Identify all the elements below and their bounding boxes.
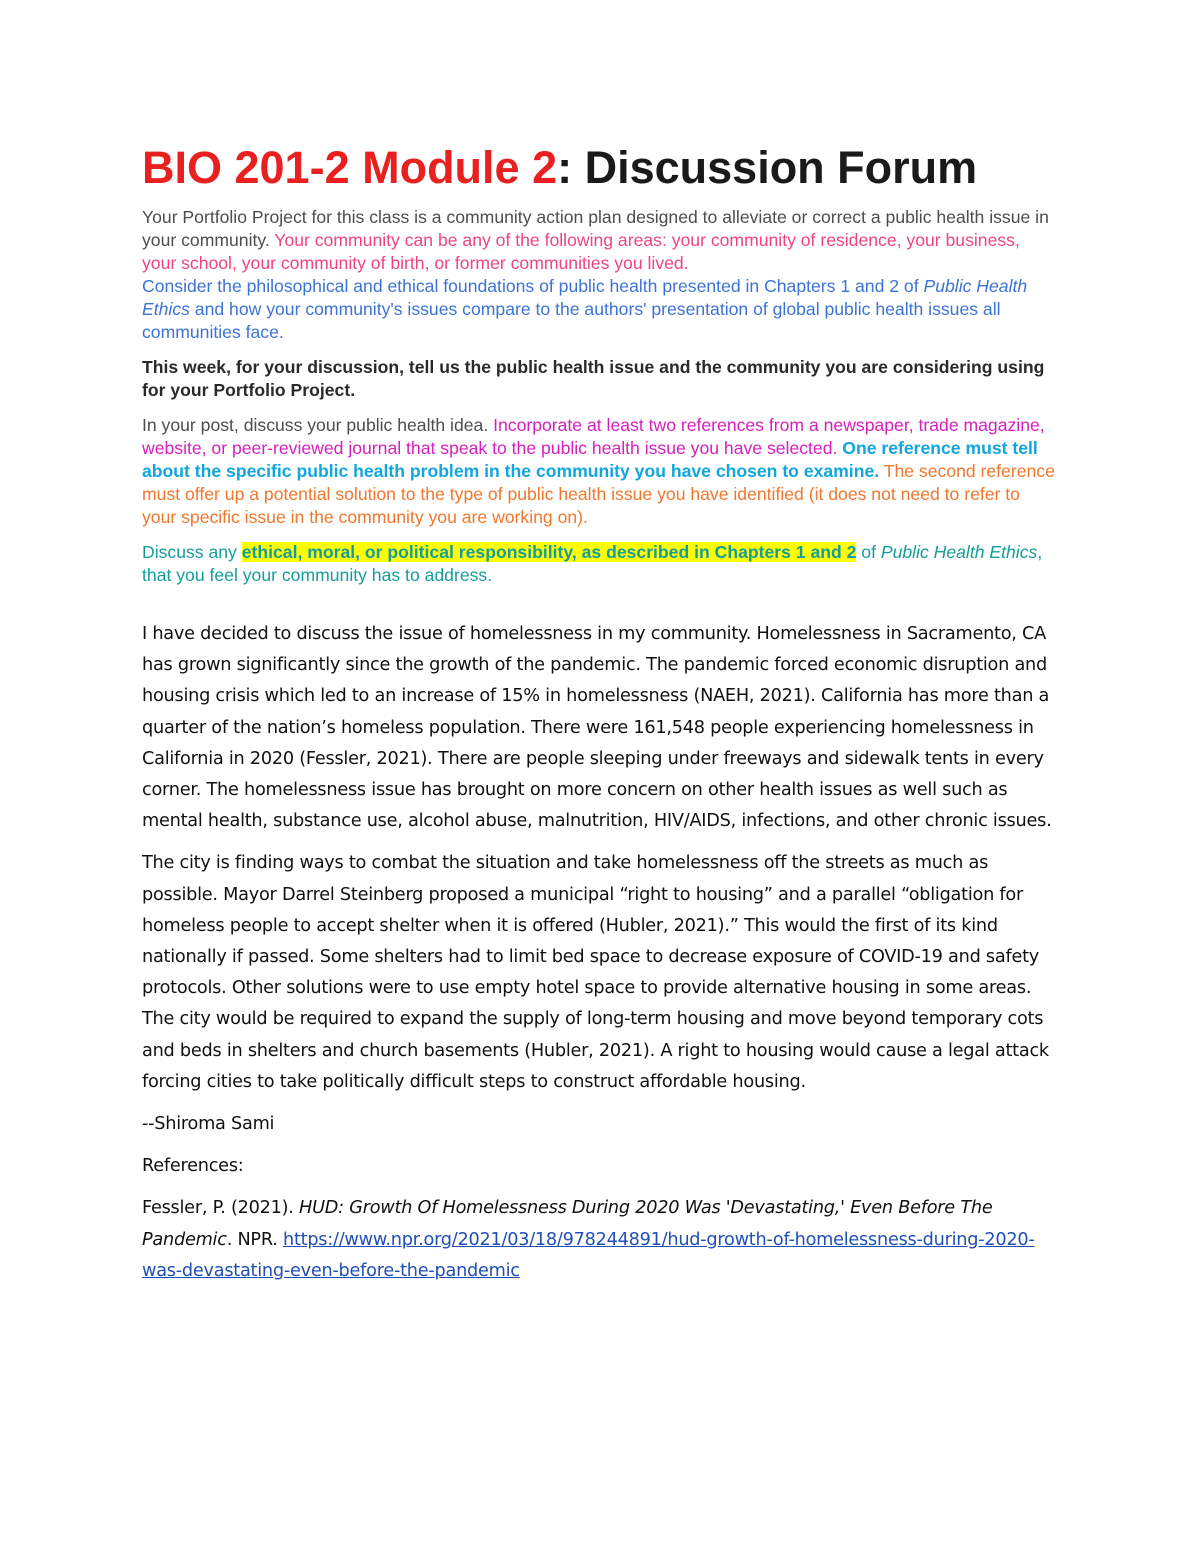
prompt1-book-title: Public Health Ethics [142, 276, 1028, 319]
answer-paragraph-1: I have decided to discuss the issue of homelessness in my community. Homelessness in Sacramento, CA has grown significantly since the growth of the pandemic. The pandemic forced economic disruption and housing crisis which led to an increase of 15% in homelessness (NAEH, 2021). California has more than a quarter of the nation’s homeless population. There were 161,548 people experiencing homelessness in California in 2020 (Fessler, 2021). There are people sleeping under freeways and sidewalk tents in every corner. The homelessness issue has brought on more concern on other health issues as well such as mental health, substance use, alcohol abuse, malnutrition, HIV/AIDS, infections, and other chronic issues. [142, 624, 1052, 832]
prompt1-community-areas: Your community can be any of the following areas: your community of residence, your business, your school, your community of birth, or former communities you lived. [142, 230, 1020, 273]
document-page [142, 140, 1057, 1298]
prompt1-consider: Consider the philosophical and ethical foundations of public health presented in Chapters 1 and 2 of [142, 276, 924, 296]
prompt4-highlight: ethical, moral, or political responsibility, as described in Chapters 1 and 2 [241, 542, 857, 562]
reference-link[interactable]: https://www.npr.org/2021/03/18/978244891/hud-growth-of-homelessness-during-2020-was-devastating-even-before-the-pandemic [142, 1229, 1035, 1281]
prompt3-intro: In your post, discuss your public health idea. [142, 415, 494, 435]
prompt4-of: of [856, 542, 881, 562]
prompt1-intro: Your Portfolio Project for this class is a community action plan designed to alleviate or correct a public health issue in your community. [142, 207, 1049, 250]
prompt3-second-reference: The second reference must offer up a potential solution to the type of public health issue you have identified (it does not need to refer to your specific issue in the community you are working on). [142, 461, 1055, 527]
references-label: References: [142, 1156, 244, 1177]
prompt4-intro: Discuss any [142, 542, 242, 562]
prompt3-first-reference: One reference must tell about the specific public health problem in the community you have chosen to examine. [142, 438, 1038, 481]
prompt-paragraph-4 [142, 541, 1057, 587]
prompt-paragraph-2: This week, for your discussion, tell us the public health issue and the community you are considering using for your Portfolio Project. [142, 357, 1045, 400]
spacer [142, 599, 1057, 619]
reference-source: . NPR. [226, 1229, 283, 1250]
prompt3-references: Incorporate at least two references from a newspaper, trade magazine, website, or peer-reviewed journal that speak to the public health issue you have selected. [142, 415, 1045, 458]
prompt-paragraph-1 [142, 206, 1057, 344]
prompt4-book-title: Public Health Ethics [880, 542, 1038, 562]
prompt1-compare: and how your community's issues compare to the authors' presentation of global public health issues all communities face. [142, 299, 1001, 342]
title-rest: : Discussion Forum [557, 142, 978, 193]
reference-author: Fessler, P. (2021). [142, 1198, 300, 1219]
reference-title: HUD: Growth Of Homelessness During 2020 Was 'Devastating,' Even Before The Pandemic [142, 1198, 993, 1250]
reference-entry [142, 1193, 1057, 1287]
signature: --Shiroma Sami [142, 1114, 275, 1135]
title-course-code: BIO 201-2 Module 2 [142, 142, 558, 193]
prompt4-end: , that you feel your community has to address. [142, 542, 1043, 585]
answer-paragraph-2: The city is finding ways to combat the situation and take homelessness off the streets as much as possible. Mayor Darrel Steinberg proposed a municipal “right to housing” and a parallel “obligation for homeless people to accept shelter when it is offered (Hubler, 2021).” This would the first of its kind nationally if passed. Some shelters had to limit bed space to decrease exposure of COVID-19 and safety protocols. Other solutions were to use empty hotel space to provide alternative housing in some areas. The city would be required to expand the supply of long-term housing and move beyond temporary cots and beds in shelters and church basements (Hubler, 2021). A right to housing would cause a legal attack forcing cities to take politically difficult steps to construct affordable housing. [142, 853, 1049, 1092]
prompt-paragraph-3 [142, 414, 1057, 529]
page-title [142, 140, 1057, 196]
